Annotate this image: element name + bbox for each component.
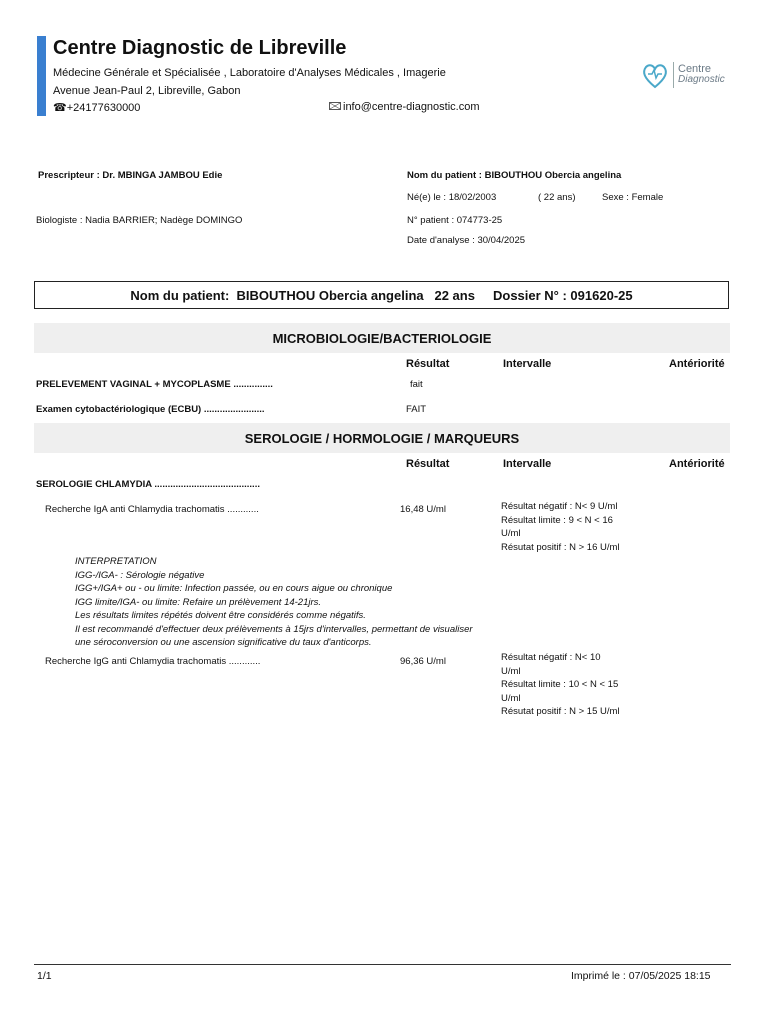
heart-logo-icon [640, 60, 670, 90]
phone-line [53, 101, 140, 114]
interpretation-line: IGG+/IGA+ ou - ou limite: Infection passée, ou en cours aigue ou chronique [75, 583, 393, 594]
birth-date: Né(e) le : 18/02/2003 [407, 192, 497, 203]
range-line: Résultat limite : 9 < N < 16 [501, 514, 613, 526]
section-header-serologie [34, 423, 730, 453]
test-label: Recherche IgG anti Chlamydia trachomatis ............ [45, 656, 261, 667]
logo-divider [673, 62, 674, 88]
logo [640, 60, 740, 94]
interpretation-line: IGG-/IGA- : Sérologie négative [75, 569, 205, 581]
range-line: Résultat négatif : N< 9 U/ml [501, 501, 618, 512]
analysis-date: Date d'analyse : 30/04/2025 [407, 235, 526, 246]
lab-address: Avenue Jean-Paul 2, Libreville, Gabon [53, 85, 241, 97]
phone-icon: ☎ [53, 102, 67, 114]
phone-number: +24177630000 [66, 102, 141, 114]
print-date: Imprimé le : 07/05/2025 18:15 [571, 970, 711, 982]
footer-divider [34, 964, 731, 965]
column-intervalle: Intervalle [503, 458, 552, 470]
page-number: 1/1 [37, 970, 52, 982]
test-result: fait [410, 379, 423, 390]
column-anteriorite: Antériorité [669, 358, 725, 370]
email-line [329, 101, 480, 113]
range-line: U/ml [501, 692, 521, 704]
patient-summary-box [34, 281, 729, 309]
reference-ranges [501, 500, 620, 554]
section-title: SEROLOGIE / HORMOLOGIE / MARQUEURS [244, 431, 520, 446]
test-result: FAIT [406, 404, 427, 415]
logo-text-diagnostic: Diagnostic [678, 74, 725, 85]
header-accent-bar [37, 36, 46, 116]
email-address: info@centre-diagnostic.com [343, 101, 480, 113]
patient-number: N° patient : 074773-25 [407, 215, 503, 226]
lab-subtitle: Médecine Générale et Spécialisée , Laboratoire d'Analyses Médicales , Imagerie [53, 67, 446, 79]
range-line: U/ml [501, 665, 521, 677]
patient-name: Nom du patient : BIBOUTHOU Obercia angelina [407, 170, 622, 181]
lab-title: Centre Diagnostic de Libreville [53, 37, 347, 59]
column-anteriorite: Antériorité [669, 458, 725, 470]
range-line: U/ml [501, 528, 521, 539]
test-label: PRELEVEMENT VAGINAL + MYCOPLASME ............... [36, 379, 273, 390]
test-label: Recherche IgA anti Chlamydia trachomatis ............ [45, 504, 259, 515]
test-group-label: SEROLOGIE CHLAMYDIA ........................................ [36, 479, 260, 490]
patient-age: ( 22 ans) [538, 192, 576, 203]
interpretation-block [75, 555, 473, 650]
section-header-microbiologie [34, 323, 730, 353]
test-result: 96,36 U/ml [400, 656, 446, 667]
range-line: Résutat positif : N > 16 U/ml [501, 541, 620, 553]
section-title: MICROBIOLOGIE/BACTERIOLOGIE [272, 331, 492, 346]
envelope-icon [329, 102, 341, 110]
column-resultat: Résultat [406, 458, 450, 470]
logo-text-centre: Centre [678, 63, 712, 75]
patient-sex: Sexe : Female [602, 192, 664, 203]
test-label: Examen cytobactériologique (ECBU) ....................... [36, 404, 265, 415]
prescripteur: Prescripteur : Dr. MBINGA JAMBOU Edie [38, 170, 223, 181]
interpretation-line: Les résultats limites répétés doivent être considérés comme négatifs. [75, 610, 366, 621]
biologiste: Biologiste : Nadia BARRIER; Nadège DOMINGO [36, 215, 243, 226]
interpretation-line: IGG limite/IGA- ou limite: Refaire un prélèvement 14-21jrs. [75, 596, 322, 608]
interpretation-line: une séroconversion ou une ascension significative du taux d'anticorps. [75, 637, 372, 648]
interpretation-line: Il est recommandé d'effectuer deux prélèvements à 15jrs d'intervalles, permettant de visualiser [75, 623, 473, 635]
reference-ranges [501, 651, 620, 719]
range-line: Résultat négatif : N< 10 [501, 652, 601, 663]
patient-summary-text: Nom du patient: BIBOUTHOU Obercia angelina 22 ans Dossier N° : 091620-25 [130, 288, 633, 303]
test-result: 16,48 U/ml [400, 504, 446, 515]
interpretation-line: INTERPRETATION [75, 556, 157, 567]
range-line: Résutat positif : N > 15 U/ml [501, 706, 620, 717]
column-resultat: Résultat [406, 358, 450, 370]
range-line: Résultat limite : 10 < N < 15 [501, 679, 619, 690]
column-intervalle: Intervalle [503, 358, 552, 370]
